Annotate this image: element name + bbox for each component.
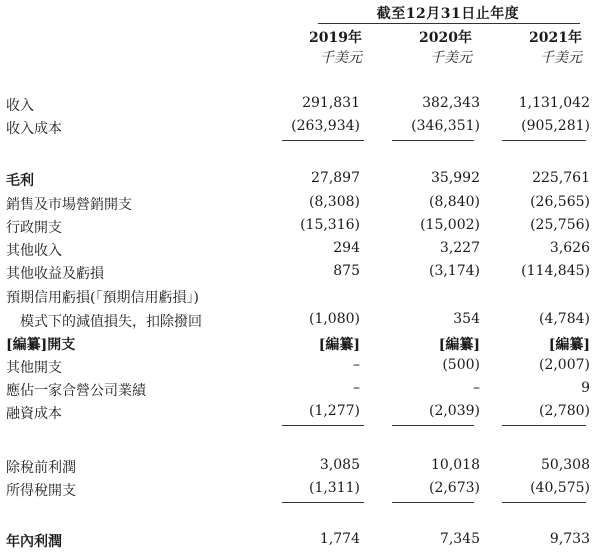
row-label: 除稅前利潤 (6, 460, 76, 476)
subtotal-underline (282, 425, 364, 426)
unit-2021: 千美元 (540, 50, 582, 66)
row-label: 銷售及市場營銷開支 (6, 197, 132, 213)
value-2019: [編纂] (318, 337, 360, 353)
subtotal-underline (502, 502, 586, 503)
row-label: 所得稅開支 (6, 483, 76, 499)
year-2021-header: 2021年 (529, 30, 582, 46)
row-label: 收入成本 (6, 121, 62, 137)
row-ecl-heading (0, 287, 600, 309)
value-2019: 27,897 (311, 170, 360, 186)
row-label: 模式下的減值損失，扣除撥回 (20, 314, 202, 330)
value-2019: 875 (333, 263, 360, 279)
value-2020: 7,345 (439, 531, 480, 547)
subtotal-underline (392, 140, 474, 141)
row-income-tax (0, 480, 600, 502)
row-impairment-losses (0, 311, 600, 333)
row-label: 融資成本 (6, 406, 62, 422)
value-2020: (2,039) (428, 403, 480, 419)
value-2021: 50,308 (541, 457, 590, 473)
value-2021: [編纂] (548, 337, 590, 353)
row-finance-costs (0, 403, 600, 425)
period-header: 截至12月31日止年度 (376, 6, 520, 22)
value-2019: 294 (333, 240, 360, 256)
row-gross-profit (0, 170, 600, 192)
row-admin-expenses (0, 217, 600, 239)
row-label: 行政開支 (6, 220, 62, 236)
value-2020: 10,018 (431, 457, 480, 473)
value-2019: 3,085 (319, 457, 360, 473)
value-2020: 354 (453, 311, 480, 327)
unit-2020: 千美元 (430, 50, 472, 66)
value-2020: (3,174) (428, 263, 480, 279)
subtotal-underline (282, 140, 364, 141)
value-2019: (8,308) (308, 194, 360, 210)
value-2021: (4,784) (538, 311, 590, 327)
value-2021: (26,565) (530, 194, 590, 210)
value-2019: 1,774 (319, 531, 360, 547)
unit-2019: 千美元 (320, 50, 362, 66)
row-label: 預期信用虧損(「預期信用虧損」) (6, 290, 199, 306)
value-2019: (1,311) (308, 480, 360, 496)
year-2019-header: 2019年 (309, 30, 362, 46)
header-divider (318, 23, 580, 24)
row-revenue (0, 95, 600, 117)
subtotal-underline (502, 140, 586, 141)
row-label: 收入 (6, 98, 34, 114)
subtotal-underline (392, 425, 474, 426)
value-2021: (40,575) (530, 480, 590, 496)
value-2021: 225,761 (532, 170, 590, 186)
value-2019: – (353, 357, 360, 373)
value-2020: 3,227 (439, 240, 480, 256)
value-2021: (114,845) (521, 263, 590, 279)
subtotal-underline (502, 425, 586, 426)
value-2019: (15,316) (300, 217, 360, 233)
row-other-expenses (0, 357, 600, 379)
value-2020: (2,673) (428, 480, 480, 496)
row-other-income (0, 240, 600, 262)
row-label: 毛利 (6, 173, 34, 189)
row-other-gains-losses (0, 263, 600, 285)
value-2020: (8,840) (428, 194, 480, 210)
row-selling-expenses (0, 194, 600, 216)
row-redacted-expenses (0, 334, 600, 356)
value-2021: (25,756) (530, 217, 590, 233)
value-2019: (263,934) (291, 118, 360, 134)
value-2021: (905,281) (521, 118, 590, 134)
value-2021: 1,131,042 (518, 95, 590, 111)
row-label: 其他收入 (6, 243, 62, 259)
value-2019: – (353, 380, 360, 396)
row-cost-of-revenue (0, 118, 600, 140)
value-2021: 3,626 (549, 240, 590, 256)
row-label: 其他收益及虧損 (6, 266, 104, 282)
value-2021: (2,007) (538, 357, 590, 373)
value-2020: (500) (442, 357, 480, 373)
value-2019: (1,277) (308, 403, 360, 419)
value-2021: (2,780) (538, 403, 590, 419)
value-2020: 35,992 (431, 170, 480, 186)
row-share-of-jv (0, 380, 600, 402)
row-label: 其他開支 (6, 360, 62, 376)
subtotal-underline (282, 502, 364, 503)
value-2020: [編纂] (438, 337, 480, 353)
value-2020: (346,351) (411, 118, 480, 134)
value-2019: 291,831 (302, 95, 360, 111)
year-2020-header: 2020年 (419, 30, 472, 46)
value-2021: 9 (581, 380, 590, 396)
value-2021: 9,733 (549, 531, 590, 547)
row-label: [編纂]開支 (6, 337, 76, 353)
value-2020: (15,002) (420, 217, 480, 233)
value-2019: (1,080) (308, 311, 360, 327)
row-label: 年內利潤 (6, 534, 62, 550)
row-profit-for-year (0, 531, 600, 553)
value-2020: 382,343 (422, 95, 480, 111)
row-profit-before-tax (0, 457, 600, 479)
subtotal-underline (392, 502, 474, 503)
value-2020: – (473, 380, 480, 396)
row-label: 應佔一家合營公司業績 (6, 383, 146, 399)
